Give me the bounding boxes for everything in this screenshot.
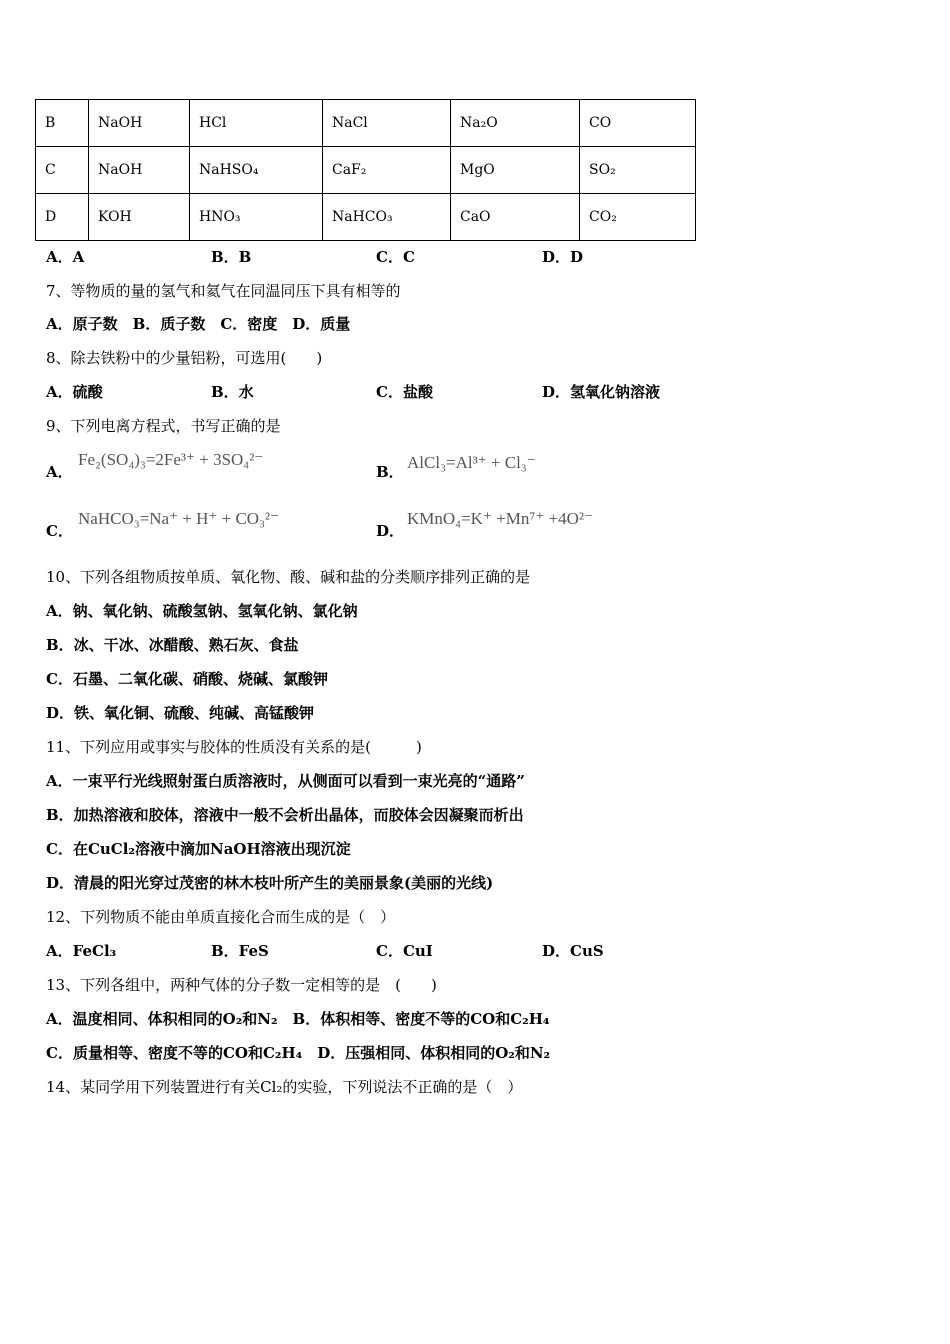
q10-stem: 10、下列各组物质按单质、氧化物、酸、碱和盐的分类顺序排列正确的是 — [46, 568, 531, 586]
q9-equation-b: AlCl₃=Al³⁺ + Cl₃⁻ — [407, 453, 536, 472]
q6-option-a[interactable]: A．A — [46, 248, 85, 266]
table-cell: Na₂O — [451, 100, 580, 147]
q11-option-d[interactable]: D．清晨的阳光穿过茂密的林木枝叶所产生的美丽景象(美丽的光线) — [46, 874, 494, 892]
q8-option-a[interactable]: A．硫酸 — [46, 383, 103, 401]
q12-option-d[interactable]: D．CuS — [542, 942, 604, 960]
table-cell: KOH — [89, 194, 190, 241]
q9-equation-a: Fe₂(SO₄)₃=2Fe³⁺ + 3SO₄²⁻ — [78, 450, 264, 469]
table-cell: HNO₃ — [190, 194, 323, 241]
q9-equation-d: KMnO₄=K⁺ +Mn⁷⁺ +4O²⁻ — [407, 509, 593, 528]
table-row — [36, 100, 696, 147]
table-row — [36, 194, 696, 241]
q14-stem: 14、某同学用下列装置进行有关Cl₂的实验，下列说法不正确的是（ ） — [46, 1078, 523, 1096]
q9-option-d-label[interactable]: D． — [376, 522, 405, 540]
q8-option-d[interactable]: D．氢氧化钠溶液 — [542, 383, 661, 401]
table-cell: MgO — [451, 147, 580, 194]
table-cell: CaO — [451, 194, 580, 241]
table-cell: NaOH — [89, 147, 190, 194]
q7-options[interactable]: A．原子数 B．质子数 C．密度 D．质量 — [46, 315, 351, 333]
table-cell: CaF₂ — [323, 147, 451, 194]
table-cell: NaHSO₄ — [190, 147, 323, 194]
q11-option-b[interactable]: B．加热溶液和胶体，溶液中一般不会析出晶体，而胶体会因凝聚而析出 — [46, 806, 524, 824]
q10-option-d[interactable]: D．铁、氧化铜、硫酸、纯碱、高锰酸钾 — [46, 704, 315, 722]
table-cell: NaOH — [89, 100, 190, 147]
table-row — [36, 147, 696, 194]
table-cell: NaCl — [323, 100, 451, 147]
q9-option-a-label[interactable]: A． — [46, 463, 73, 481]
q7-stem: 7、等物质的量的氢气和氦气在同温同压下具有相等的 — [46, 282, 401, 300]
table-cell: SO₂ — [580, 147, 696, 194]
q9-equation-c: NaHCO₃=Na⁺ + H⁺ + CO₃²⁻ — [78, 509, 280, 528]
q8-stem: 8、除去铁粉中的少量铝粉，可选用( ) — [46, 349, 323, 367]
q12-stem: 12、下列物质不能由单质直接化合而生成的是（ ） — [46, 908, 396, 926]
q10-option-a[interactable]: A．钠、氧化钠、硫酸氢钠、氢氧化钠、氯化钠 — [46, 602, 358, 620]
q12-option-a[interactable]: A．FeCl₃ — [46, 942, 117, 960]
q13-stem: 13、下列各组中，两种气体的分子数一定相等的是 ( ) — [46, 976, 437, 994]
q10-option-c[interactable]: C．石墨、二氧化碳、硝酸、烧碱、氯酸钾 — [46, 670, 328, 688]
q13-options-ab[interactable]: A．温度相同、体积相同的O₂和N₂ B．体积相等、密度不等的CO和C₂H₄ — [46, 1010, 550, 1028]
answer-table — [35, 99, 696, 241]
table-cell: CO₂ — [580, 194, 696, 241]
table-cell: CO — [580, 100, 696, 147]
q9-option-c-label[interactable]: C． — [46, 522, 73, 540]
q6-option-d[interactable]: D．D — [542, 248, 584, 266]
q6-option-c[interactable]: C．C — [376, 248, 415, 266]
table-cell: B — [36, 100, 89, 147]
q11-stem: 11、下列应用或事实与胶体的性质没有关系的是( ) — [46, 738, 422, 756]
q6-option-b[interactable]: B．B — [211, 248, 252, 266]
q11-option-c[interactable]: C．在CuCl₂溶液中滴加NaOH溶液出现沉淀 — [46, 840, 351, 858]
q12-option-b[interactable]: B．FeS — [211, 942, 269, 960]
table-cell: D — [36, 194, 89, 241]
q8-option-b[interactable]: B．水 — [211, 383, 254, 401]
q13-options-cd[interactable]: C．质量相等、密度不等的CO和C₂H₄ D．压强相同、体积相同的O₂和N₂ — [46, 1044, 551, 1062]
table-cell: HCl — [190, 100, 323, 147]
table-cell: C — [36, 147, 89, 194]
q9-stem: 9、下列电离方程式，书写正确的是 — [46, 417, 281, 435]
table-cell: NaHCO₃ — [323, 194, 451, 241]
q12-option-c[interactable]: C．CuI — [376, 942, 433, 960]
q10-option-b[interactable]: B．冰、干冰、冰醋酸、熟石灰、食盐 — [46, 636, 299, 654]
q8-option-c[interactable]: C．盐酸 — [376, 383, 433, 401]
q11-option-a[interactable]: A．一束平行光线照射蛋白质溶液时，从侧面可以看到一束光亮的“通路” — [46, 772, 525, 790]
q9-option-b-label[interactable]: B． — [376, 463, 404, 481]
